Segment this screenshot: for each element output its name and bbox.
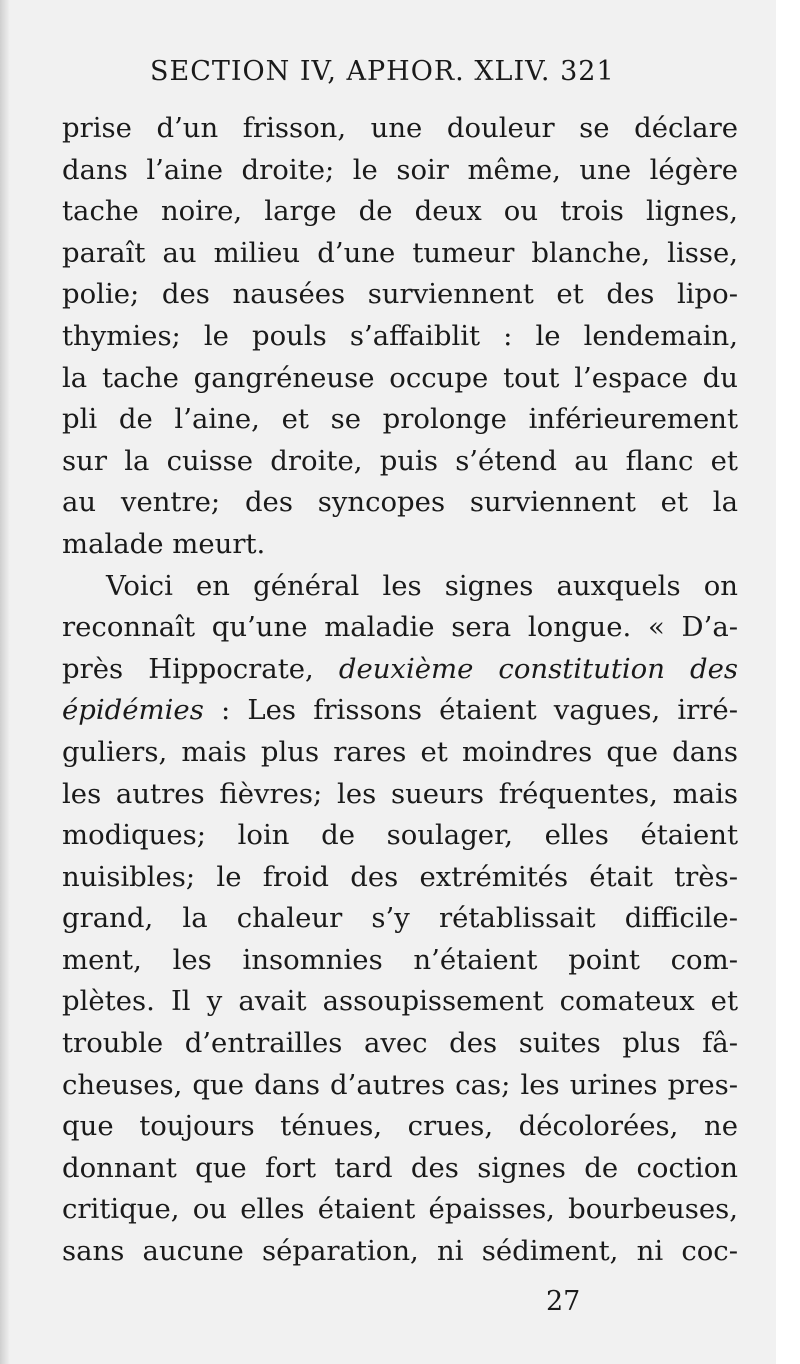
text-line: prise d’un frisson, une douleur se déclare (62, 112, 738, 144)
running-head: SECTION IV, APHOR. XLIV. 321 (150, 56, 615, 87)
text-line: modiques; loin de soulager, elles étaient (62, 819, 738, 852)
text-line: la tache gangréneuse occupe tout l’espace du (62, 361, 738, 394)
text-line (62, 690, 738, 732)
text-line: thymies; le pouls s’affaiblit : le lendemain, (62, 319, 738, 352)
signature-mark: 27 (546, 1286, 581, 1317)
text-line: ment, les insomnies n’étaient point com- (62, 943, 738, 976)
text-line: donnant que fort tard des signes de coction (62, 1151, 738, 1184)
text-italic: épidémies (62, 694, 204, 727)
text-line: au ventre; des syncopes surviennent et la (62, 486, 738, 519)
text-line: grand, la chaleur s’y rétablissait difficile- (62, 902, 738, 935)
text-roman: : Les frissons étaient vagues, irré- (203, 694, 738, 727)
text-italic: deuxième constitution des (338, 652, 739, 685)
text-line: Voici en général les signes auxquels on (106, 569, 738, 602)
text-line: reconnaît qu’une maladie sera longue. « D’a- (62, 611, 738, 644)
text-line: malade meurt. (62, 527, 266, 560)
text-line: guliers, mais plus rares et moindres que dans (62, 735, 738, 768)
text-line: que toujours ténues, crues, décolorées, ne (62, 1110, 738, 1143)
text-line: les autres fièvres; les sueurs fréquentes, mais (62, 777, 738, 810)
text-line: polie; des nausées surviennent et des lipo- (62, 278, 738, 311)
text-line: dans l’aine droite; le soir même, une légère (62, 153, 738, 186)
text-roman: près Hippocrate, (62, 652, 339, 685)
text-line: cheuses, que dans d’autres cas; les urines pres- (62, 1068, 738, 1101)
text-line: critique, ou elles étaient épaisses, bourbeuses, (62, 1193, 738, 1226)
text-line (62, 649, 738, 691)
page-body (62, 108, 738, 1273)
text-line: nuisibles; le froid des extrémités était très- (62, 860, 738, 893)
text-line: plètes. Il y avait assoupissement comateux et (62, 985, 738, 1018)
scan-margin-right (776, 0, 800, 1364)
text-line: paraît au milieu d’une tumeur blanche, lisse, (62, 236, 738, 269)
text-line: pli de l’aine, et se prolonge inférieurement (62, 403, 738, 436)
text-line: tache noire, large de deux ou trois lignes, (62, 195, 738, 228)
scan-shadow-left (0, 0, 10, 1364)
text-line: trouble d’entrailles avec des suites plus fâ- (62, 1027, 738, 1060)
text-line: sur la cuisse droite, puis s’étend au flanc et (62, 444, 738, 477)
text-line: sans aucune séparation, ni sédiment, ni coc- (62, 1235, 738, 1268)
